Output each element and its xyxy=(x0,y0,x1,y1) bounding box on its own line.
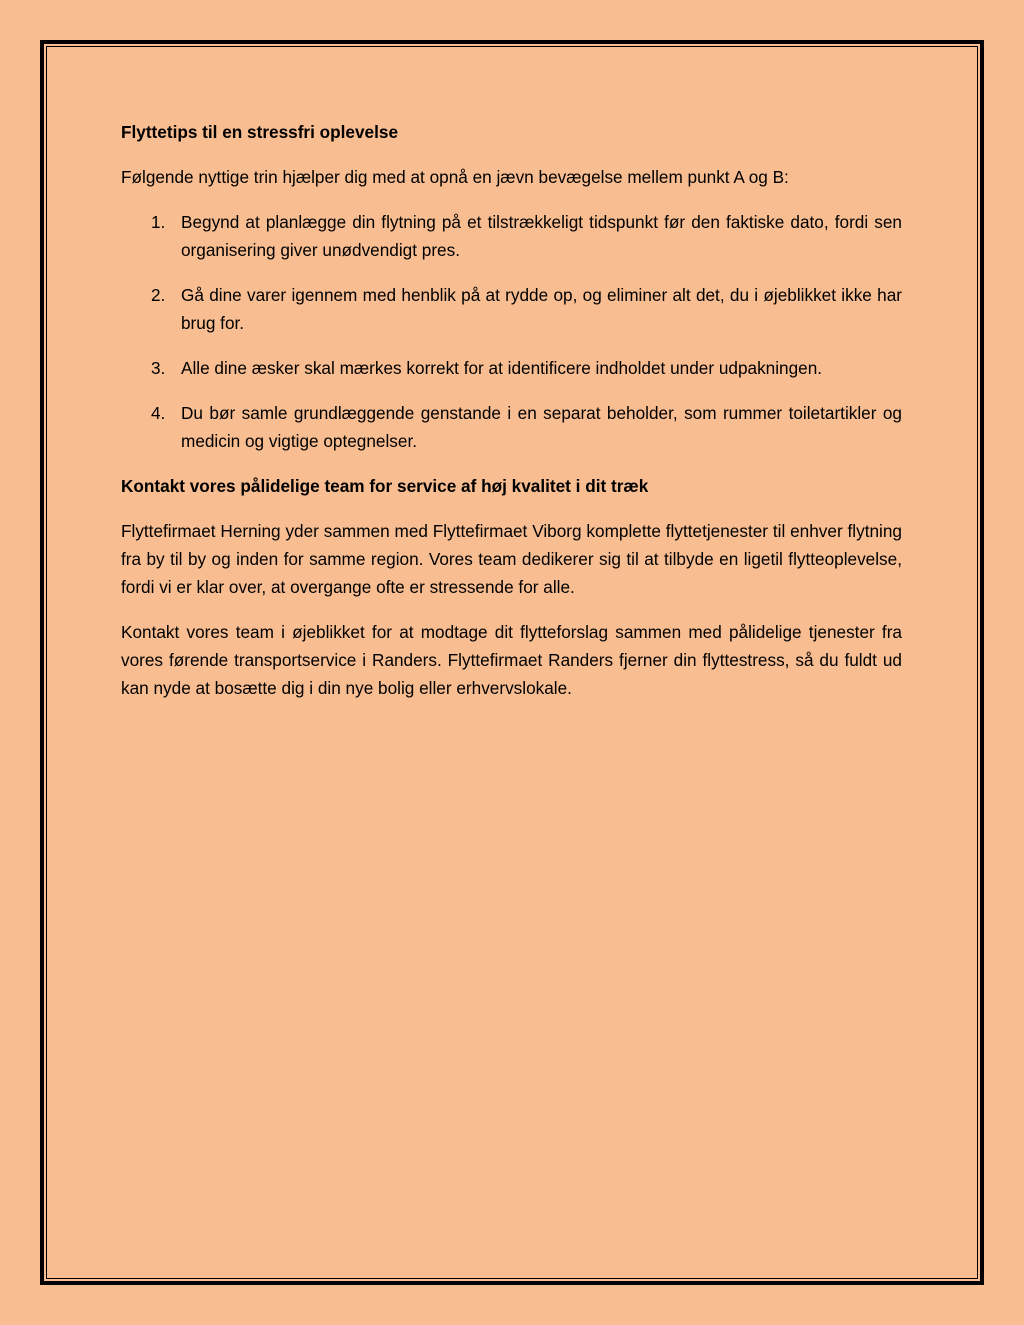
tips-list xyxy=(121,208,902,455)
list-item xyxy=(121,281,902,337)
list-item-text: Begynd at planlægge din flytning på et tilstrækkeligt tidspunkt før den faktiske dato, fordi sen organisering giver unødvendigt pres. xyxy=(181,212,902,260)
list-item xyxy=(121,208,902,264)
list-number: 1. xyxy=(151,212,166,232)
list-item xyxy=(121,354,902,382)
heading-contact-team: Kontakt vores pålidelige team for service af høj kvalitet i dit træk xyxy=(121,476,649,496)
list-item xyxy=(121,399,902,455)
document-body xyxy=(121,118,902,719)
list-item-text: Alle dine æsker skal mærkes korrekt for at identificere indholdet under udpakningen. xyxy=(181,358,823,378)
heading-moving-tips: Flyttetips til en stressfri oplevelse xyxy=(121,122,399,142)
paragraph-contact: Kontakt vores team i øjeblikket for at modtage dit flytteforslag sammen med pålidelige tjenester fra vores førende transportservice i Randers. Flyttefirmaet Randers fjerner din flyttestress, så du fuldt ud kan nyde at bosætte dig i din nye bolig eller erhvervslokale. xyxy=(121,622,902,698)
list-number: 3. xyxy=(151,358,166,378)
paragraph-services: Flyttefirmaet Herning yder sammen med Flyttefirmaet Viborg komplette flyttetjenester til enhver flytning fra by til by og inden for samme region. Vores team dedikerer sig til at tilbyde en ligetil flytteoplevelse, fordi vi er klar over, at overgange ofte er stressende for alle. xyxy=(121,521,902,597)
list-number: 4. xyxy=(151,403,166,423)
list-item-text: Gå dine varer igennem med henblik på at rydde op, og eliminer alt det, du i øjeblikket ikke har brug for. xyxy=(181,285,902,333)
list-number: 2. xyxy=(151,285,166,305)
intro-paragraph: Følgende nyttige trin hjælper dig med at opnå en jævn bevægelse mellem punkt A og B: xyxy=(121,167,789,187)
list-item-text: Du bør samle grundlæggende genstande i en separat beholder, som rummer toiletartikler og medicin og vigtige optegnelser. xyxy=(181,403,902,451)
